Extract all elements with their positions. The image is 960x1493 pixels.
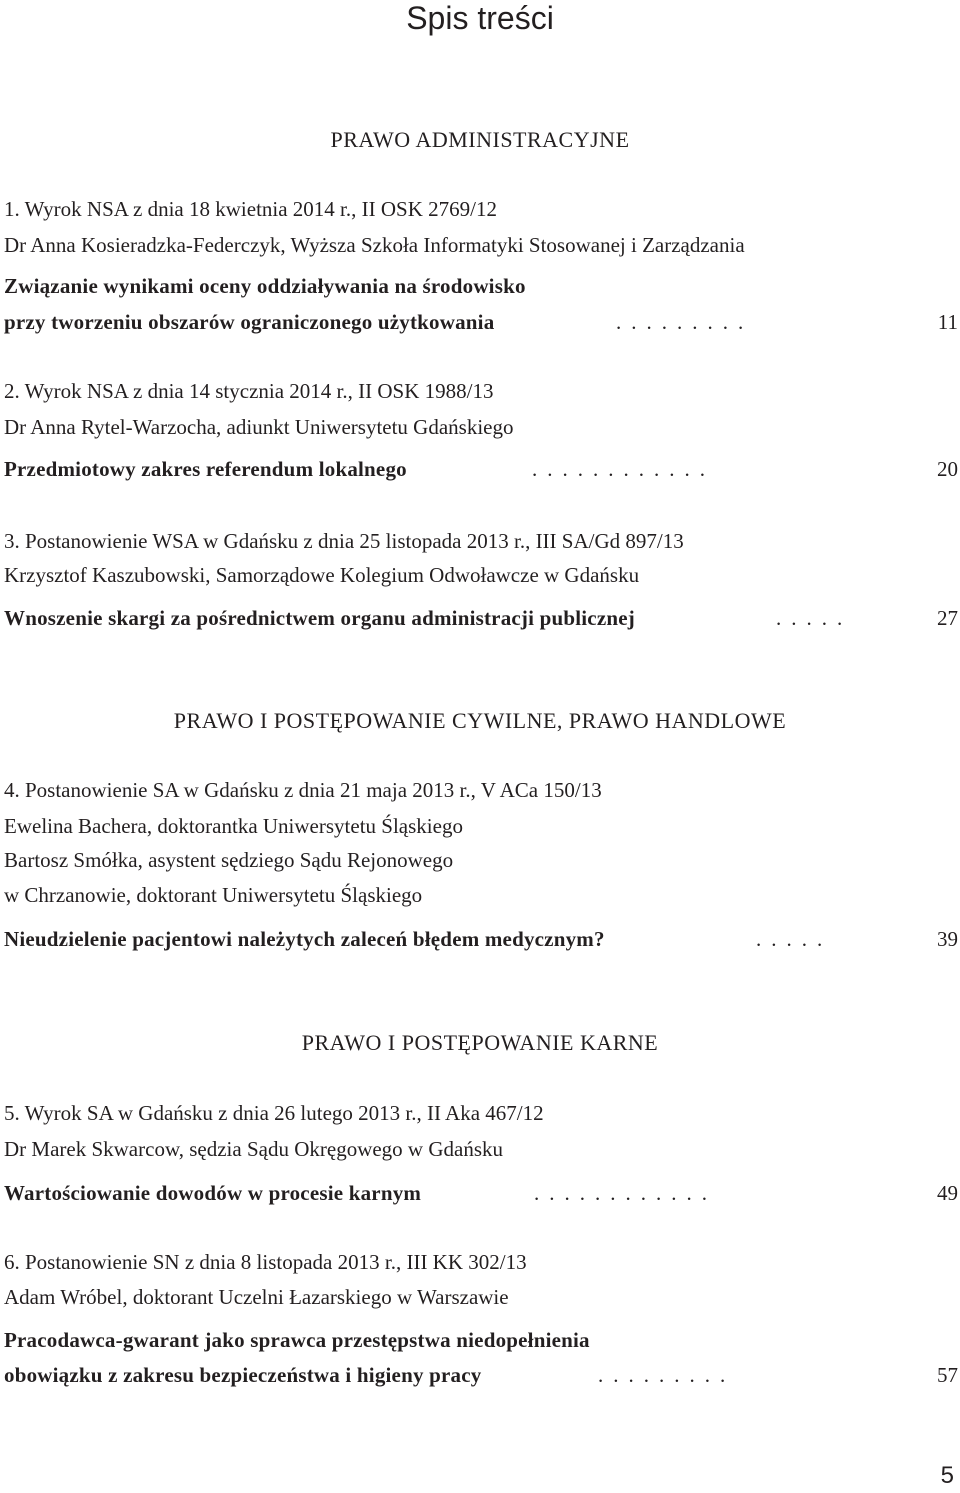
entry-page-number: 20 <box>937 457 958 481</box>
leader-dots: ..... <box>776 606 853 630</box>
entry-title: Nieudzielenie pacjentowi należytych zaleceń błędem medycznym? <box>4 927 605 951</box>
entry-citation: 6. Postanowienie SN z dnia 8 listopada 2013 r., III KK 302/13 <box>4 1250 527 1274</box>
entry-citation: 3. Postanowienie WSA w Gdańsku z dnia 25 listopada 2013 r., III SA/Gd 897/13 <box>4 529 684 553</box>
entry-title: Wnoszenie skargi za pośrednictwem organu administracji publicznej <box>4 606 635 630</box>
leader-dots: ............ <box>532 457 715 481</box>
entry-page-number: 11 <box>937 310 958 334</box>
entry-title: Pracodawca-gwarant jako sprawca przestępstwa niedopełnienia <box>4 1328 590 1352</box>
entry-author: Ewelina Bachera, doktorantka Uniwersytetu Śląskiego <box>4 814 463 838</box>
section-heading-cywilne: PRAWO I POSTĘPOWANIE CYWILNE, PRAWO HANDLOWE <box>173 708 787 733</box>
section-heading-karne: PRAWO I POSTĘPOWANIE KARNE <box>301 1030 659 1055</box>
page-title: Spis treści <box>406 0 554 36</box>
entry-title: obowiązku z zakresu bezpieczeństwa i higieny pracy <box>4 1363 482 1387</box>
entry-page-number: 39 <box>937 927 958 951</box>
leader-dots: ..... <box>756 927 833 951</box>
leader-dots: ............ <box>534 1181 717 1205</box>
entry-page-number: 57 <box>937 1363 958 1387</box>
entry-author: Dr Anna Kosieradzka-Federczyk, Wyższa Szkoła Informatyki Stosowanej i Zarządzania <box>4 233 745 257</box>
entry-title: Wartościowanie dowodów w procesie karnym <box>4 1181 422 1205</box>
entry-author: Dr Anna Rytel-Warzocha, adiunkt Uniwersytetu Gdańskiego <box>4 415 514 439</box>
entry-citation: 2. Wyrok NSA z dnia 14 stycznia 2014 r., II OSK 1988/13 <box>4 379 494 403</box>
entry-title: przy tworzeniu obszarów ograniczonego użytkowania <box>4 310 495 334</box>
page-number: 5 <box>940 1462 954 1489</box>
entry-author: Bartosz Smółka, asystent sędziego Sądu Rejonowego <box>4 848 454 872</box>
entry-author: Adam Wróbel, doktorant Uczelni Łazarskiego w Warszawie <box>4 1285 509 1309</box>
entry-citation: 1. Wyrok NSA z dnia 18 kwietnia 2014 r., II OSK 2769/12 <box>4 197 497 221</box>
entry-author: Dr Marek Skwarcow, sędzia Sądu Okręgowego w Gdańsku <box>4 1137 504 1161</box>
entry-citation: 4. Postanowienie SA w Gdańsku z dnia 21 maja 2013 r., V ACa 150/13 <box>4 778 602 802</box>
entry-author: Krzysztof Kaszubowski, Samorządowe Kolegium Odwoławcze w Gdańsku <box>4 563 640 587</box>
leader-dots: ......... <box>598 1363 736 1387</box>
entry-author: w Chrzanowie, doktorant Uniwersytetu Śląskiego <box>4 883 423 907</box>
entry-page-number: 49 <box>937 1181 958 1205</box>
entry-title: Związanie wynikami oceny oddziaływania na środowisko <box>4 274 526 298</box>
section-heading-administracyjne: PRAWO ADMINISTRACYJNE <box>330 127 630 152</box>
entry-citation: 5. Wyrok SA w Gdańsku z dnia 26 lutego 2013 r., II Aka 467/12 <box>4 1101 544 1125</box>
entry-page-number: 27 <box>937 606 958 630</box>
entry-title: Przedmiotowy zakres referendum lokalnego <box>4 457 407 481</box>
leader-dots: ......... <box>616 310 754 334</box>
